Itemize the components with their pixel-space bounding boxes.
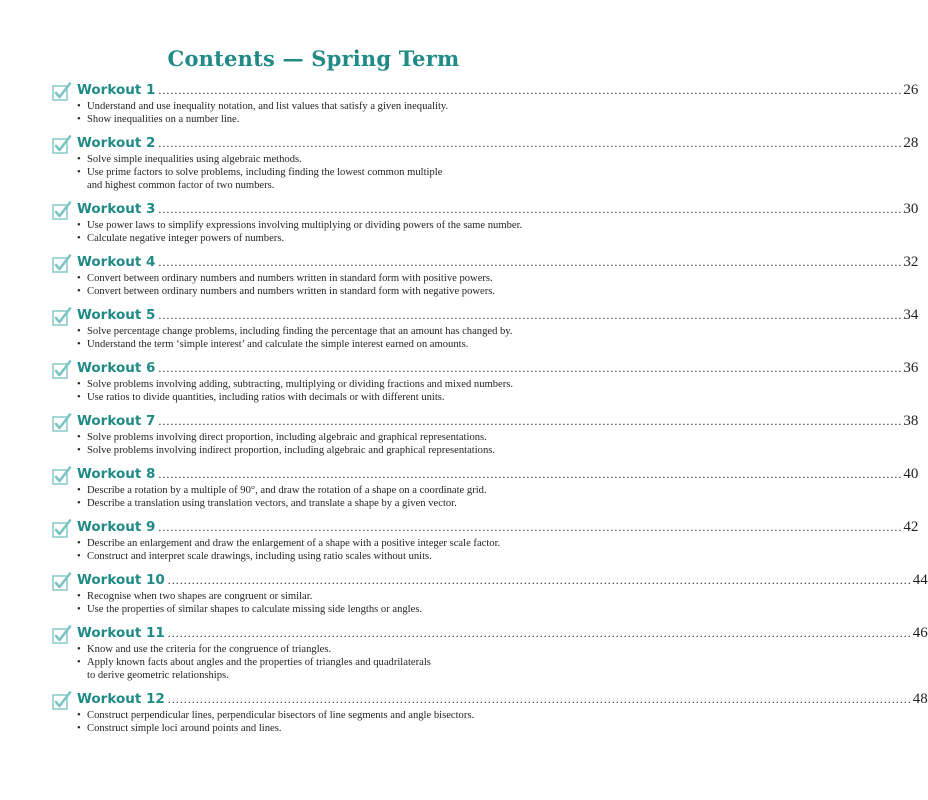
objective-item: • Calculate negative integer powers of numbers. (77, 232, 572, 245)
checkbox-tick-icon (52, 519, 72, 539)
page-number: 26 (903, 82, 919, 98)
objectives-list (77, 100, 572, 126)
objective-item: • Describe an enlargement and draw the enlargement of a shape with a positive integer scale factor. (77, 537, 572, 550)
workout-title[interactable]: Workout 5 (77, 307, 156, 323)
page-number: 38 (903, 413, 919, 429)
workout-title[interactable]: Workout 4 (77, 254, 156, 270)
objectives-list (77, 537, 572, 563)
objective-item: • Solve simple inequalities using algebraic methods. (77, 153, 572, 166)
dot-leader: .......................................................................................................................................................................................... (158, 136, 903, 150)
entry-heading[interactable] (77, 133, 919, 153)
objective-item: • Use power laws to simplify expressions involving multiplying or dividing powers of the same number. (77, 219, 572, 232)
objective-item: • Convert between ordinary numbers and numbers written in standard form with negative powers. (77, 285, 572, 298)
contents-list (52, 80, 928, 742)
objectives-list (77, 431, 572, 457)
checkbox-tick-icon (52, 201, 72, 221)
dot-leader: .......................................................................................................................................................................................... (158, 520, 903, 534)
objectives-list (77, 709, 572, 735)
objective-item: • Solve problems involving adding, subtracting, multiplying or dividing fractions and mixed numbers. (77, 378, 572, 391)
contents-entry-6 (52, 358, 919, 411)
dot-leader: .......................................................................................................................................................................................... (158, 361, 903, 375)
workout-title[interactable]: Workout 3 (77, 201, 156, 217)
dot-leader: .......................................................................................................................................................................................... (167, 692, 912, 706)
entry-heading[interactable] (77, 689, 928, 709)
objectives-list (77, 219, 572, 245)
page-number: 32 (903, 254, 919, 270)
contents-entry-11 (52, 623, 928, 689)
contents-entry-9 (52, 517, 919, 570)
objectives-list (77, 378, 572, 404)
entry-heading[interactable] (77, 517, 919, 537)
objective-item: • Solve problems involving indirect proportion, including algebraic and graphical representations. (77, 444, 572, 457)
checkbox-tick-icon (52, 466, 72, 486)
objectives-list (77, 153, 572, 192)
checkbox-tick-icon (52, 691, 72, 711)
workout-title[interactable]: Workout 7 (77, 413, 156, 429)
page-number: 48 (912, 691, 928, 707)
objective-item: • Construct perpendicular lines, perpendicular bisectors of line segments and angle bisectors. (77, 709, 572, 722)
objective-item: • Understand the term ‘simple interest’ and calculate the simple interest earned on amounts. (77, 338, 572, 351)
page-number: 42 (903, 519, 919, 535)
checkbox-tick-icon (52, 254, 72, 274)
entry-heading[interactable] (77, 570, 928, 590)
objective-item: • Describe a translation using translation vectors, and translate a shape by a given vector. (77, 497, 572, 510)
page-number: 44 (912, 572, 928, 588)
page-number: 28 (903, 135, 919, 151)
dot-leader: .......................................................................................................................................................................................... (167, 626, 912, 640)
contents-entry-5 (52, 305, 919, 358)
checkbox-tick-icon (52, 135, 72, 155)
objectives-list (77, 590, 572, 616)
entry-heading[interactable] (77, 80, 919, 100)
contents-entry-4 (52, 252, 919, 305)
checkbox-tick-icon (52, 360, 72, 380)
entry-heading[interactable] (77, 623, 928, 643)
dot-leader: .......................................................................................................................................................................................... (158, 414, 903, 428)
dot-leader: .......................................................................................................................................................................................... (158, 255, 903, 269)
contents-entry-1 (52, 80, 919, 133)
workout-title[interactable]: Workout 8 (77, 466, 156, 482)
workout-title[interactable]: Workout 1 (77, 82, 156, 98)
objectives-list (77, 484, 572, 510)
dot-leader: .......................................................................................................................................................................................... (158, 83, 903, 97)
entry-heading[interactable] (77, 305, 919, 325)
objective-item: • Construct simple loci around points and lines. (77, 722, 572, 735)
objective-item: • Understand and use inequality notation, and list values that satisfy a given inequality. (77, 100, 572, 113)
contents-entry-10 (52, 570, 928, 623)
workout-title[interactable]: Workout 6 (77, 360, 156, 376)
dot-leader: .......................................................................................................................................................................................... (158, 467, 903, 481)
contents-entry-12 (52, 689, 928, 742)
objective-item: • Use prime factors to solve problems, including finding the lowest common multiple and highest common factor of two numbers. (77, 166, 572, 192)
page-number: 30 (903, 201, 919, 217)
checkbox-tick-icon (52, 572, 72, 592)
page-number: 40 (903, 466, 919, 482)
objective-item: • Apply known facts about angles and the properties of triangles and quadrilaterals to derive geometric relationships. (77, 656, 572, 682)
dot-leader: .......................................................................................................................................................................................... (167, 573, 912, 587)
objective-item: • Solve percentage change problems, including finding the percentage that an amount has changed by. (77, 325, 572, 338)
objectives-list (77, 325, 572, 351)
entry-heading[interactable] (77, 411, 919, 431)
objectives-list (77, 643, 572, 682)
objective-item: • Show inequalities on a number line. (77, 113, 572, 126)
workout-title[interactable]: Workout 10 (77, 572, 165, 588)
checkbox-tick-icon (52, 625, 72, 645)
workout-title[interactable]: Workout 12 (77, 691, 165, 707)
contents-entry-3 (52, 199, 919, 252)
contents-entry-8 (52, 464, 919, 517)
workout-title[interactable]: Workout 11 (77, 625, 165, 641)
objective-item: • Use ratios to divide quantities, including ratios with decimals or with different units. (77, 391, 572, 404)
checkbox-tick-icon (52, 82, 72, 102)
dot-leader: .......................................................................................................................................................................................... (158, 308, 903, 322)
objective-item: • Recognise when two shapes are congruent or similar. (77, 590, 572, 603)
objective-item: • Describe a rotation by a multiple of 90°, and draw the rotation of a shape on a coordinate grid. (77, 484, 572, 497)
page-number: 46 (912, 625, 928, 641)
objective-item: • Convert between ordinary numbers and numbers written in standard form with positive powers. (77, 272, 572, 285)
entry-heading[interactable] (77, 358, 919, 378)
entry-heading[interactable] (77, 464, 919, 484)
contents-entry-7 (52, 411, 919, 464)
dot-leader: .......................................................................................................................................................................................... (158, 202, 903, 216)
workout-title[interactable]: Workout 9 (77, 519, 156, 535)
contents-entry-2 (52, 133, 919, 199)
page-title: Contents — Spring Term (167, 46, 460, 71)
checkbox-tick-icon (52, 307, 72, 327)
page-number: 36 (903, 360, 919, 376)
entry-heading[interactable] (77, 252, 919, 272)
objective-item: • Know and use the criteria for the congruence of triangles. (77, 643, 572, 656)
objective-item: • Solve problems involving direct proportion, including algebraic and graphical representations. (77, 431, 572, 444)
checkbox-tick-icon (52, 413, 72, 433)
objectives-list (77, 272, 572, 298)
page-number: 34 (903, 307, 919, 323)
objective-item: • Use the properties of similar shapes to calculate missing side lengths or angles. (77, 603, 572, 616)
objective-item: • Construct and interpret scale drawings, including using ratio scales without units. (77, 550, 572, 563)
entry-heading[interactable] (77, 199, 919, 219)
workout-title[interactable]: Workout 2 (77, 135, 156, 151)
